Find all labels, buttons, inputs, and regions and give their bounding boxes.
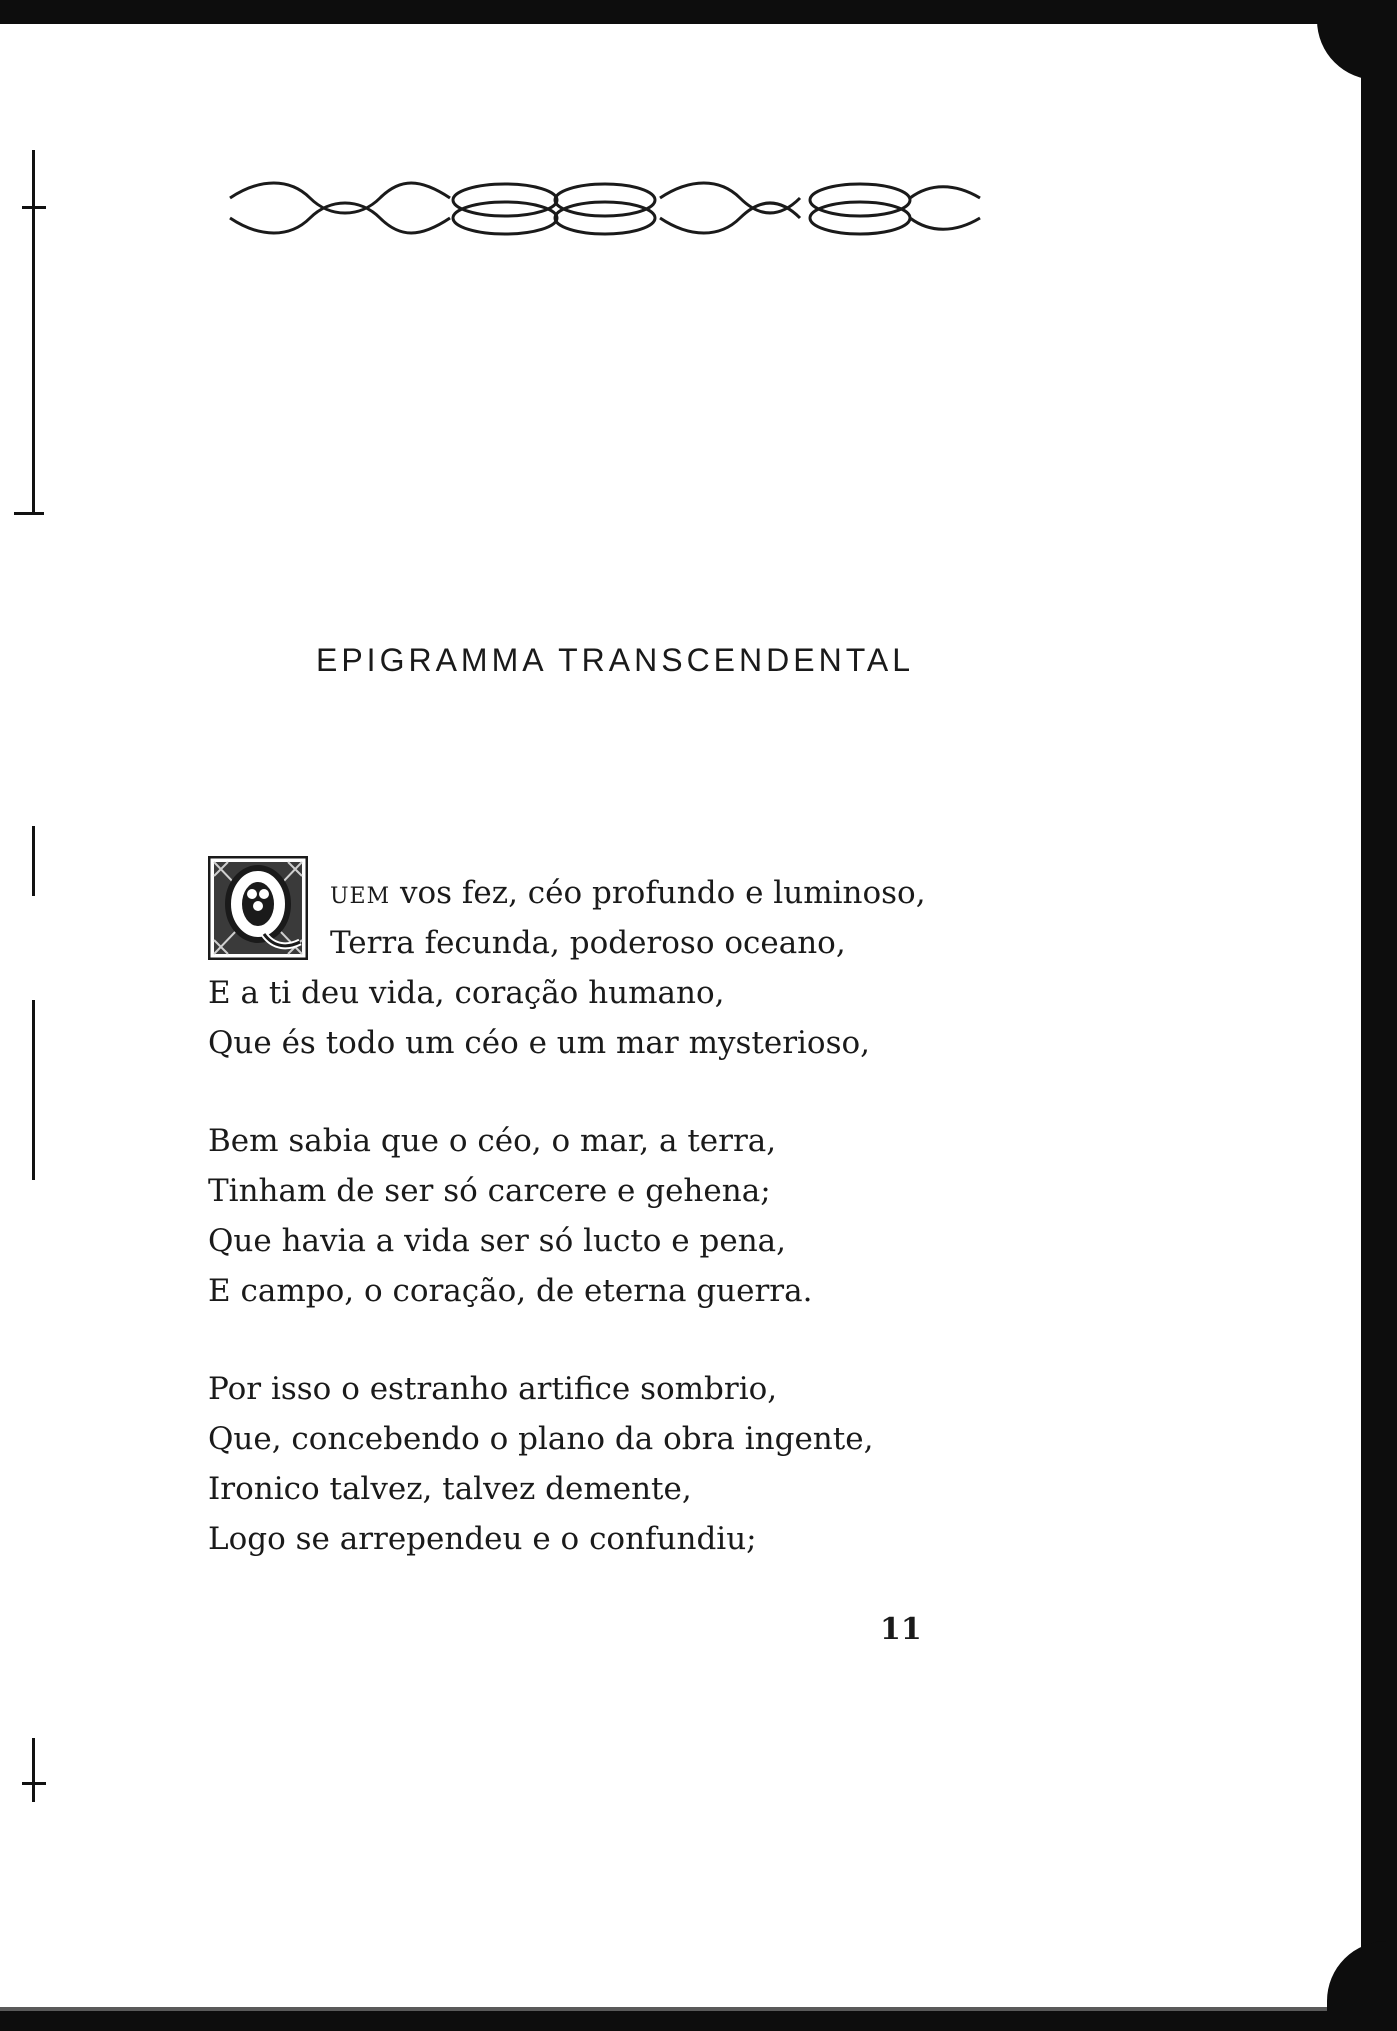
scan-frame-corner-bottom [1327,1941,1397,2031]
page-number: 11 [880,1612,922,1647]
illuminated-initial-q-icon [208,856,308,960]
poem-line: Que és todo um céo e um mar mysterioso, [208,1025,871,1061]
decorative-scroll-ornament-icon [220,168,990,248]
poem-line: Logo se arrependeu e o confundiu; [208,1521,757,1557]
margin-mark [32,1738,35,1802]
poem-line-smallcaps: UEM [330,884,391,909]
margin-mark [32,826,35,896]
poem-line: Por isso o estranho artifice sombrio, [208,1371,778,1407]
poem-line-text: vos fez, céo profundo e luminoso, [390,875,926,911]
scan-frame-right-shadow [1361,60,1371,1960]
margin-mark [32,1000,35,1180]
poem-line: Que havia a vida ser só lucto e pena, [208,1223,786,1259]
stanza-2 [208,1116,1008,1316]
poem-line: Tinham de ser só carcere e gehena; [208,1173,771,1209]
stanza-1-bottom [208,968,1008,1068]
poem-line: Que, concebendo o plano da obra ingente, [208,1421,874,1457]
stanza-1-top [330,868,926,968]
poem-body [208,968,1008,1612]
poem-line: Terra fecunda, poderoso oceano, [330,925,846,961]
margin-mark [32,150,35,515]
poem-line [330,868,926,918]
scan-frame-top [0,0,1397,24]
margin-tick [22,206,46,209]
poem-line: Bem sabia que o céo, o mar, a terra, [208,1123,777,1159]
margin-tick [22,1782,46,1785]
poem-line: Ironico talvez, talvez demente, [208,1471,692,1507]
scan-frame-bottom [0,2011,1397,2031]
margin-tick [14,512,44,515]
poem-line: E campo, o coração, de eterna guerra. [208,1273,813,1309]
stanza-3 [208,1364,1008,1564]
poem-line: E a ti deu vida, coração humano, [208,975,725,1011]
poem-title: EPIGRAMMA TRANSCENDENTAL [315,642,914,678]
